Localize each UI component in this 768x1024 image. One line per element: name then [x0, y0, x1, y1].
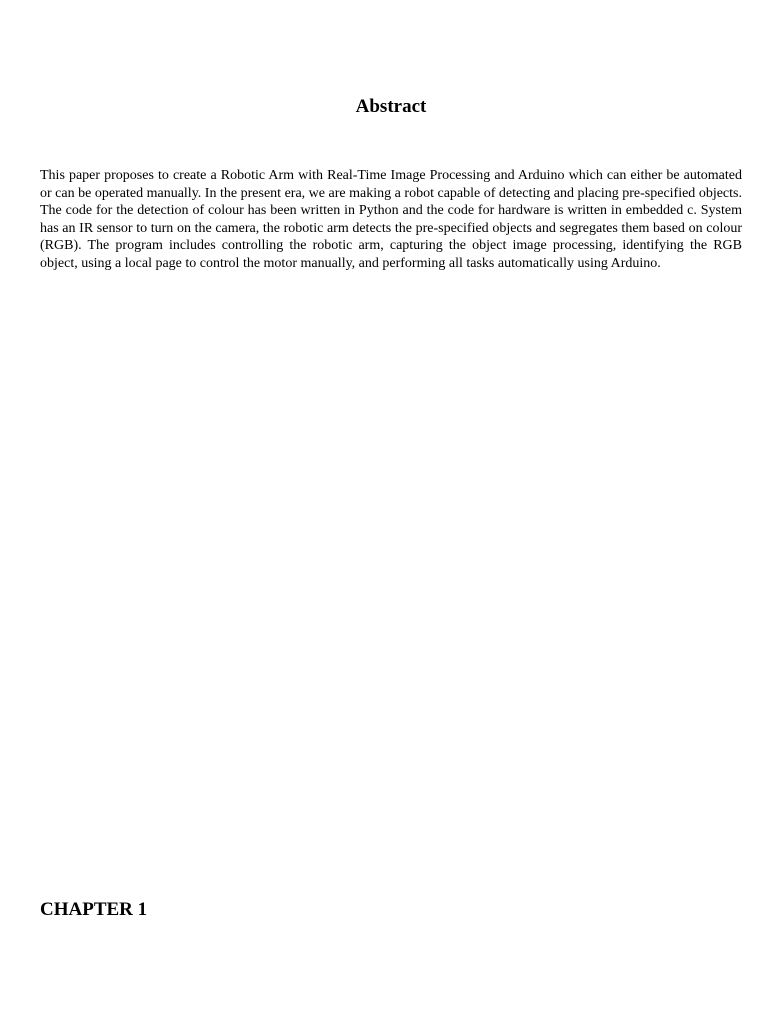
abstract-paragraph: This paper proposes to create a Robotic Arm with Real-Time Image Processing and Arduino which can either be automated or can be operated manually. In the present era, we are making a robot capable of detecting and placing pre-specified objects. The code for the detection of colour has been written in Python and the code for hardware is written in embedded c. System has an IR sensor to turn on the camera, the robotic arm detects the pre-specified objects and segregates them based on colour (RGB). The program includes controlling the robotic arm, capturing the object image processing, identifying the RGB object, using a local page to control the motor manually, and performing all tasks automatically using Arduino.: [40, 168, 742, 271]
abstract-heading: Abstract: [355, 96, 427, 117]
chapter-heading: CHAPTER 1: [40, 899, 148, 920]
